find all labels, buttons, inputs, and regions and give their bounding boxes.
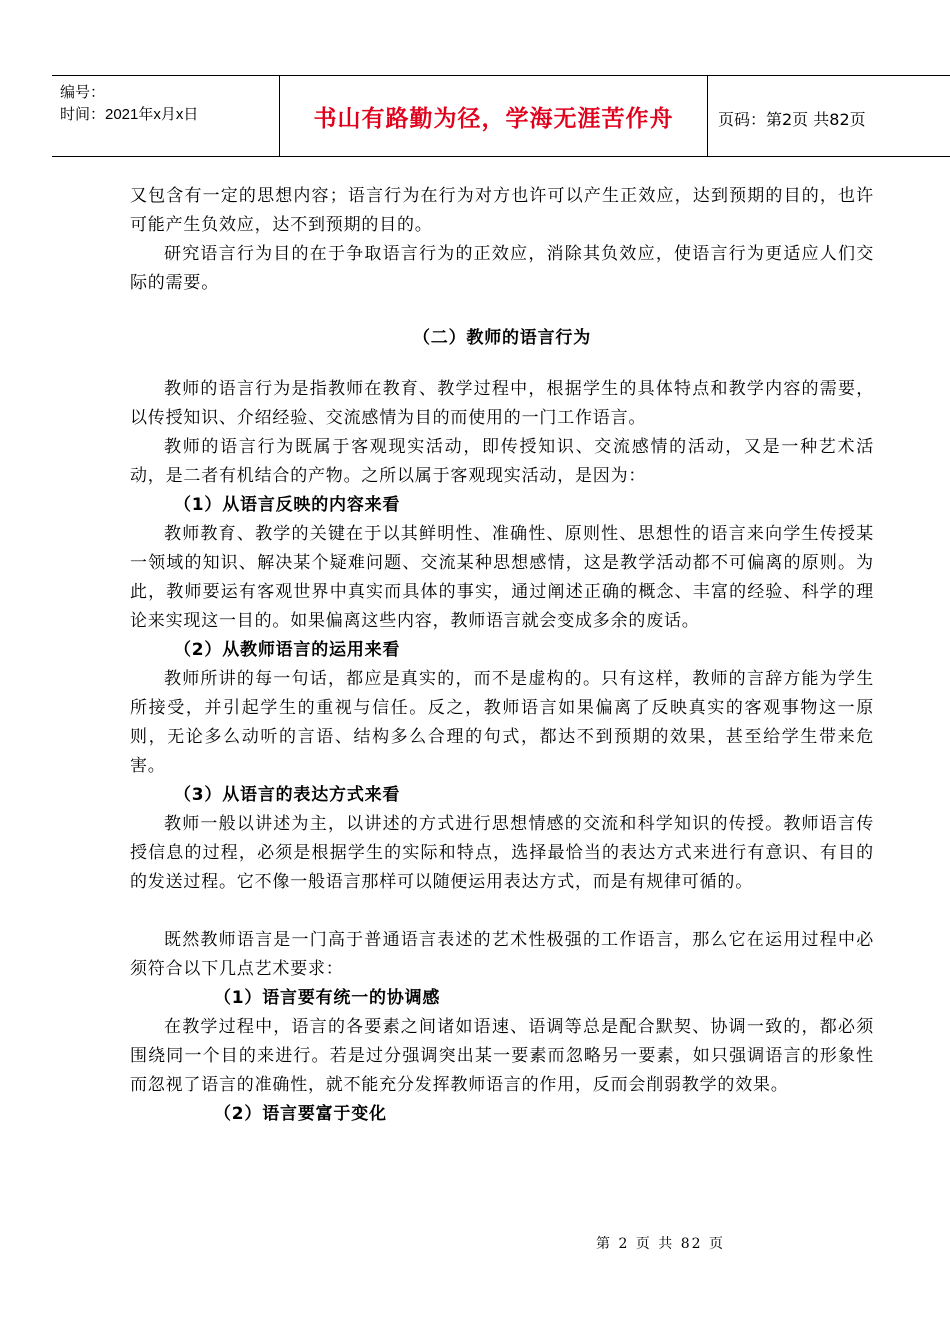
header-motto-cell xyxy=(280,76,708,156)
section-heading: （二）教师的语言行为 xyxy=(413,328,591,348)
paragraph-5: 教师教育、教学的关键在于以其鲜明性、准确性、原则性、思想性的语言来向学生传授某一领域的知识、解决某个疑难问题、交流某种思想感情，这是教学活动都不可偏离的原则。为此，教师要运有客观世界中真实而具体的事实，通过阐述正确的概念、丰富的经验、科学的理论来实现这一目的。如果偏离这些内容，教师语言就会变成多余的废话。 xyxy=(130,524,874,631)
paragraph-9: 在教学过程中，语言的各要素之间诸如语速、语调等总是配合默契、协调一致的，都必须围绕同一个目的来进行。若是过分强调突出某一要素而忽略另一要素，如只强调语言的形象性而忽视了语言的准确性，就不能充分发挥教师语言的作用，反而会削弱教学的效果。 xyxy=(130,1017,874,1095)
subheading-2: （2）从教师语言的运用来看 xyxy=(174,640,401,660)
subheading-1: （1）从语言反映的内容来看 xyxy=(174,495,401,515)
header-page-cell xyxy=(708,76,950,156)
paragraph-4: 教师的语言行为既属于客观现实活动，即传授知识、交流感情的活动，又是一种艺术活动，是二者有机结合的产物。之所以属于客观现实活动，是因为： xyxy=(130,437,874,486)
document-body xyxy=(130,182,874,1129)
paragraph-6: 教师所讲的每一句话，都应是真实的，而不是虚构的。只有这样，教师的言辞方能为学生所接受，并引起学生的重视与信任。反之，教师语言如果偏离了反映真实的客观事物这一原则，无论多么动听的言语、结构多么合理的句式，都达不到预期的效果，甚至给学生带来危害。 xyxy=(130,669,874,776)
page-footer: 第 2 页 共 82 页 xyxy=(596,1236,725,1252)
paragraph-8: 既然教师语言是一门高于普通语言表述的艺术性极强的工作语言，那么它在运用过程中必须符合以下几点艺术要求： xyxy=(130,930,874,979)
document-time-label: 时间：2021年x月x日 xyxy=(60,106,199,123)
header-meta-cell xyxy=(52,76,280,156)
document-header xyxy=(52,75,950,157)
paragraph-7: 教师一般以讲述为主，以讲述的方式进行思想情感的交流和科学知识的传授。教师语言传授信息的过程，必须是根据学生的实际和特点，选择最恰当的表达方式来进行有意识、有目的的发送过程。它不像一般语言那样可以随便运用表达方式，而是有规律可循的。 xyxy=(130,814,874,892)
paragraph-2: 研究语言行为目的在于争取语言行为的正效应，消除其负效应，使语言行为更适应人们交际的需要。 xyxy=(130,244,874,293)
subheading-5: （2）语言要富于变化 xyxy=(214,1104,387,1124)
paragraph-gap xyxy=(130,897,874,926)
subheading-3: （3）从语言的表达方式来看 xyxy=(174,785,401,805)
subheading-4: （1）语言要有统一的协调感 xyxy=(214,988,441,1008)
header-page-label: 页码：第2页 共82页 xyxy=(718,110,866,129)
header-motto: 书山有路勤为径，学海无涯苦作舟 xyxy=(313,106,674,132)
paragraph-3: 教师的语言行为是指教师在教育、教学过程中，根据学生的具体特点和教学内容的需要，以传授知识、介绍经验、交流感情为目的而使用的一门工作语言。 xyxy=(130,379,874,428)
paragraph-1: 又包含有一定的思想内容；语言行为在行为对方也许可以产生正效应，达到预期的目的，也许可能产生负效应，达不到预期的目的。 xyxy=(130,186,874,235)
document-number-label: 编号： xyxy=(60,84,106,101)
